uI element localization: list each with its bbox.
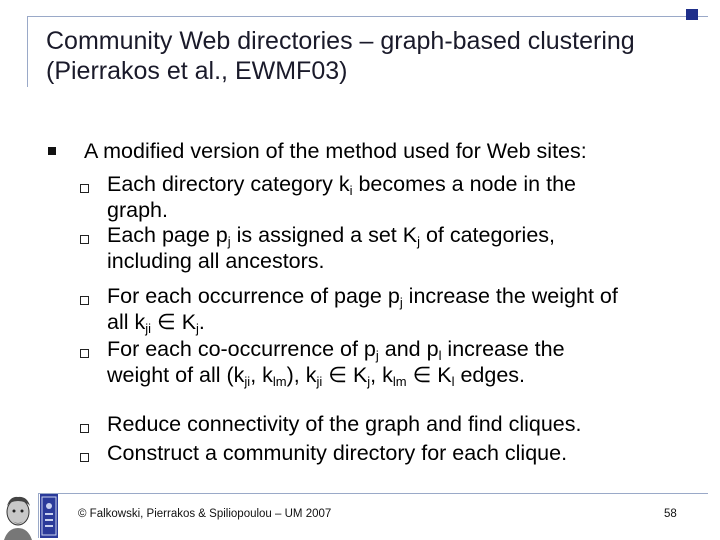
footer-vertical-rule [38, 493, 39, 538]
footer-copyright: © Falkowski, Pierrakos & Spiliopoulou – UM 2007 [78, 508, 332, 520]
sub-bullet-icon [80, 296, 89, 305]
sub-point-line: weight of all ($k_{ji}$, $k_{lm}$), $k_{ji}$ ∈ $K_j$, $k_{lm}$ ∈ $K_l$ edges. [107, 362, 526, 389]
sub-point-1 [107, 172, 707, 223]
sub-point-line: graph. [107, 197, 168, 222]
sub-point-line: all $k_{ji}$ ∈ $K_j$. [107, 309, 205, 336]
sub-bullet-icon [80, 424, 89, 433]
sub-point-3 [107, 284, 707, 335]
sub-bullet-icon [80, 235, 89, 244]
sub-point-5 [107, 412, 707, 438]
sub-point-4 [107, 337, 707, 388]
sub-point-line: For each occurrence of page $p_j$ increase the weight of [107, 284, 618, 310]
title-accent-square [686, 9, 698, 20]
footer-rule [38, 493, 708, 494]
sub-bullet-icon [80, 184, 89, 193]
level1-bullet-icon [48, 147, 56, 155]
sub-point-line: Each directory category $k_i$ becomes a node in the [107, 172, 576, 198]
page-number: 58 [664, 508, 677, 520]
sub-bullet-icon [80, 453, 89, 462]
sub-point-6 [107, 441, 707, 467]
sub-point-2 [107, 223, 707, 274]
sub-point-line: Each page $p_j$ is assigned a set $K_j$ of categories, [107, 223, 556, 249]
slide-title: Community Web directories – graph-based clustering (Pierrakos et al., EWMF03) [46, 27, 635, 85]
sub-bullet-icon [80, 349, 89, 358]
sub-point-line: including all ancestors. [107, 248, 325, 273]
sub-point-line: For each co-occurrence of $p_j$ and $p_l$ increase the [107, 337, 565, 363]
sub-point-line: Reduce connectivity of the graph and find cliques. [107, 412, 582, 436]
university-seal-icon [40, 494, 58, 538]
main-point: A modified version of the method used for Web sites: [84, 139, 587, 163]
sub-point-line: Construct a community directory for each clique. [107, 441, 568, 465]
portrait-logo-icon [0, 492, 36, 540]
